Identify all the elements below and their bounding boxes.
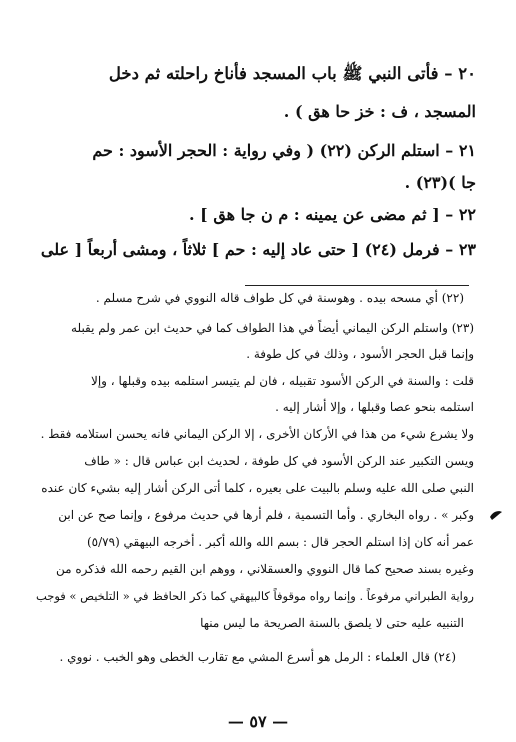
main-line-2: المسجد ، ف : خز حا هق ) . — [283, 102, 476, 121]
footnote-line-10: عمر أنه كان إذا استلم الحجر قال : بسم الله والله أكبر . أخرجه البيهقي (٥/٧٩) — [86, 535, 474, 549]
footnote-line-4: قلت : والسنة في الركن الأسود تقبيله ، فان لم يتيسر استلمه بيده وقبلها ، وإلا — [90, 374, 474, 388]
footnote-line-14: (٢٤) قال العلماء : الرمل هو أسرع المشي مع تقارب الخطى وهو الخبب . نووي . — [59, 650, 456, 664]
footnote-line-13: التنبيه عليه حتى لا يلصق بالسنة الصريحة ما ليس منها — [200, 616, 464, 630]
footnote-separator — [245, 285, 469, 286]
main-line-6: ٢٣ – فرمل (٢٤) [ حتى عاد إليه : حم ] ثلاثاً ، ومشى أربعاً [ على — [40, 240, 476, 259]
main-line-1: ٢٠ – فأتى النبي ﷺ باب المسجد فأناخ راحلته ثم دخل — [108, 64, 476, 83]
footnote-line-5: استلمه بنحو عصا وقبلها ، وإلا أشار إليه . — [275, 400, 474, 414]
footnote-line-9: وكبر » . رواه البخاري . وأما التسمية ، فلم أرها في حديث مرفوع ، وإنما صح عن ابن — [58, 508, 474, 522]
main-line-4: جا )(٢٣) . — [404, 173, 476, 192]
footnote-line-6: ولا يشرع شيء من هذا في الأركان الأخرى ، إلا الركن اليماني فانه يحسن استلامه فقط . — [40, 427, 474, 441]
page-number: — ٥٧ — — [227, 712, 289, 731]
footnote-line-12: رواية الطبراني مرفوعاً . وإنما رواه موقوفاً كالبيهقي كما ذكر الحافظ في « التلخيص » فوجب — [35, 589, 474, 603]
footnote-line-2: (٢٣) واستلم الركن اليماني أيضاً في هذا الطواف كما في حديث ابن عمر ولم يقبله — [71, 321, 474, 335]
margin-ink-mark — [488, 508, 504, 522]
footnote-line-3: وإنما قبل الحجر الأسود ، وذلك في كل طوفة . — [246, 347, 474, 361]
main-line-3: ٢١ – استلم الركن (٢٢) ( وفي رواية : الحجر الأسود : حم — [92, 141, 476, 160]
footnote-line-11: وغيره بسند صحيح كما قال النووي والعسقلاني ، ووهم ابن القيم رحمه الله فذكره من — [56, 562, 474, 576]
footnote-line-7: ويسن التكبير عند الركن الأسود في كل طوفة ، لحديث ابن عباس قال : « طاف — [84, 454, 474, 468]
footnote-line-8: النبي صلى الله عليه وسلم بالبيت على بعيره ، كلما أتى الركن أشار إليه بشيء كان عنده — [41, 481, 474, 495]
main-line-5: ٢٢ – [ ثم مضى عن يمينه : م ن جا هق ] . — [189, 205, 476, 224]
footnote-line-1: (٢٢) أي مسحه بيده . وهوسنة في كل طواف قاله النووي في شرح مسلم . — [95, 291, 464, 305]
